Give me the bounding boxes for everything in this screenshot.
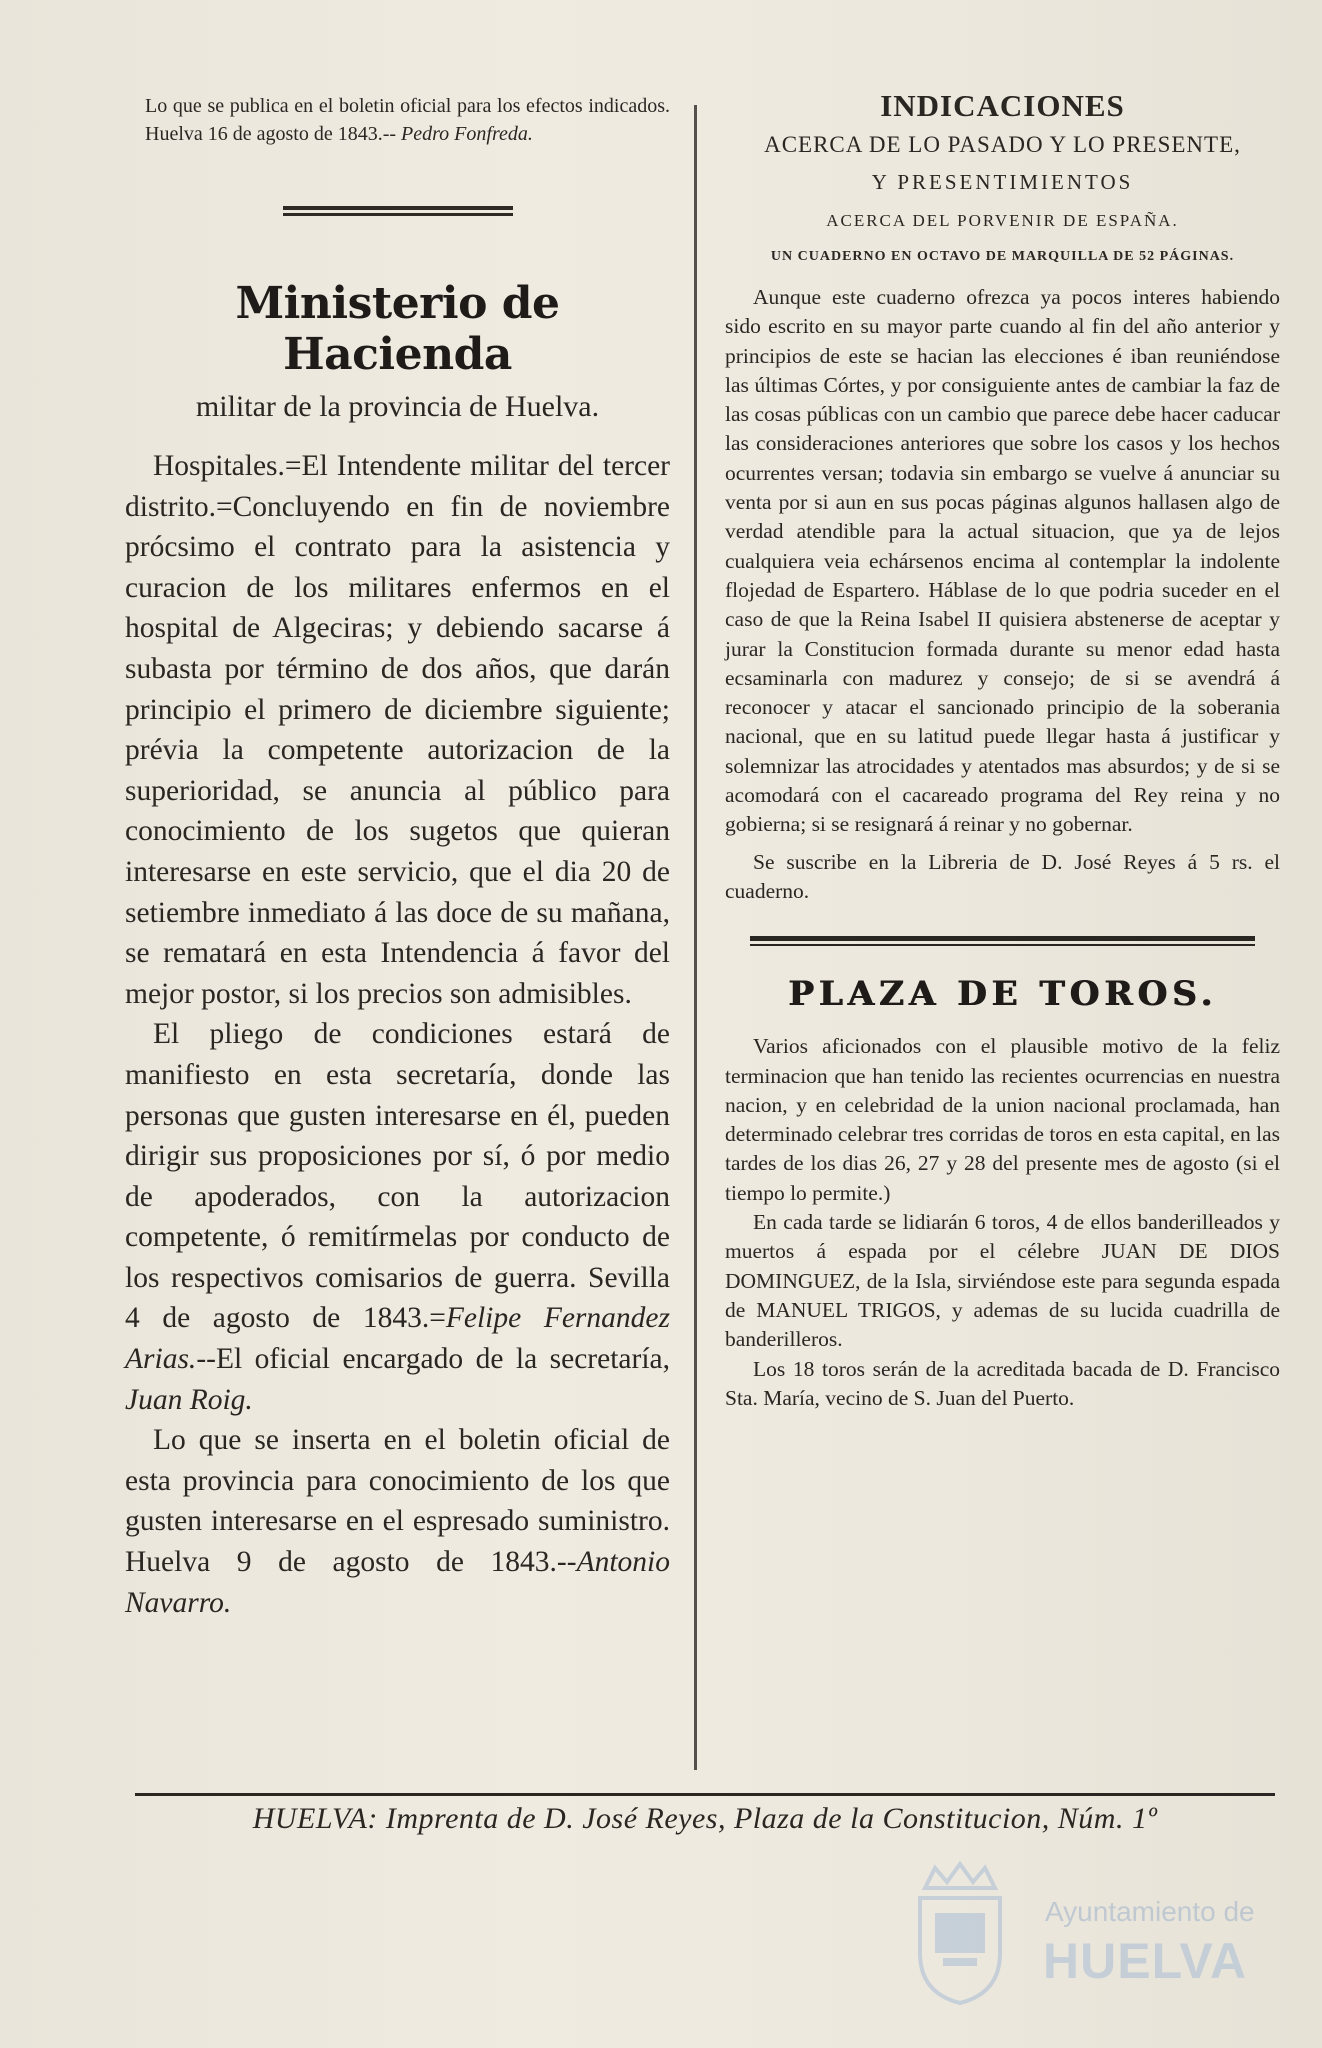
pliego-signature-2: Juan Roig. xyxy=(125,1383,253,1416)
ayuntamiento-watermark xyxy=(905,1858,1255,2018)
pliego-mid-text: --El oficial encargado de la secretaría, xyxy=(196,1343,670,1376)
pliego-paragraph xyxy=(125,1014,670,1420)
plaza-paragraph-1: Varios aficionados con el plausible motivo de la feliz terminacion que han tenido las recientes ocurrencias en nuestra nacion, y en celebridad de la union nacional proclamada, han determinado celebrar tres corridas de toros en esta capital, en las tardes de los dias 26, 27 y 28 del presente mes de agosto (si el tiempo lo permite.) xyxy=(725,1034,1280,1205)
pliego-text: El pliego de condiciones estará de manifiesto en esta secretaría, donde las personas que gusten interesarse en él, pueden dirigir sus proposiciones por sí, ó por medio de apoderados, con la autorizacion competente, ó remitírmelas por conducto de los respectivos comisarios de guerra. Sevilla 4 de agosto de 1843.= xyxy=(125,1018,670,1335)
watermark-line-1: Ayuntamiento de xyxy=(1045,1896,1255,1927)
section-divider xyxy=(750,936,1255,946)
plaza-paragraph-2: En cada tarde se lidiarán 6 toros, 4 de ellos banderilleados y muertos á espada por el célebre JUAN DE DIOS DOMINGUEZ, de la Isla, sirviéndose este para segunda espada de MANUEL TRIGOS, y ademas de su lucida cuadrilla de banderilleros. xyxy=(725,1210,1280,1352)
inserta-text: Lo que se inserta en el boletin oficial de esta provincia para conocimiento de los que gusten interesarse en el espresado suministro. Huelva 9 de agosto de 1843.-- xyxy=(125,1424,670,1579)
column-divider xyxy=(694,105,697,1770)
indicaciones-subtitle-2: Y PRESENTIMIENTOS xyxy=(871,170,1134,194)
indicaciones-title: INDICACIONES xyxy=(880,88,1125,123)
plaza-heading: PLAZA DE TOROS. xyxy=(787,974,1218,1015)
hospitales-paragraph: Hospitales.=El Intendente militar del tercer distrito.=Concluyendo en fin de noviembre prócsimo el contrato para la asistencia y curacion de los militares enfermos en el hospital de Algeciras; y debiendo sacarse á subasta por término de dos años, que darán principio el primero de diciembre siguiente; prévia la competente autorizacion de la superioridad, se anuncia al público para conocimiento de los sugetos que quieran interesarse en este servicio, que el dia 20 de setiembre inmediato á las doce de su mañana, se rematará en esta Intendencia á favor del mejor postor, si los precios son admisibles. xyxy=(125,450,670,1010)
crest-icon xyxy=(905,1858,1015,2008)
right-column xyxy=(725,88,1280,1413)
footer-rule xyxy=(135,1793,1275,1796)
plaza-paragraph-3: Los 18 toros serán de la acreditada bacada de D. Francisco Sta. María, vecino de S. Juan del Puerto. xyxy=(725,1356,1280,1410)
top-notice xyxy=(145,92,670,148)
ministerio-heading: Ministerio de Hacienda xyxy=(235,278,560,380)
indicaciones-subtitle-4: UN CUADERNO EN OCTAVO DE MARQUILLA DE 52 PÁGINAS. xyxy=(770,249,1235,264)
subscribe-paragraph: Se suscribe en la Libreria de D. José Reyes á 5 rs. el cuaderno. xyxy=(725,849,1280,903)
section-divider xyxy=(283,206,513,216)
top-notice-text: Lo que se publica en el boletin oficial para los efectos indicados. Huelva 16 de agosto de 1843.-- xyxy=(145,95,670,145)
indicaciones-subtitle-3: ACERCA DEL PORVENIR DE ESPAÑA. xyxy=(826,211,1179,230)
watermark-line-2: HUELVA xyxy=(1043,1933,1248,1989)
left-column xyxy=(125,92,670,1623)
ministerio-subheading: militar de la provincia de Huelva. xyxy=(195,390,600,423)
indicaciones-body xyxy=(725,283,1280,906)
indicaciones-paragraph: Aunque este cuaderno ofrezca ya pocos interes habiendo sido escrito en su mayor parte cuando al fin del año anterior y principios de este se hacian las elecciones é iban reuniéndose las últimas Córtes, y por consiguiente antes de cambiar la faz de las cosas públicas con un cambio que parece debe hacer caducar las consideraciones anteriores que sobre los casos y los hechos ocurrentes versan; todavia sin embargo se vuelve á anunciar su venta por si aun en sus pocas páginas algunos hallasen algo de verdad atendible para la actual situacion, que ya de lejos cualquiera veia echársenos encima al contemplar la indolente flojedad de Espartero. Háblase de lo que podria suceder en el caso de que la Reina Isabel II quisiera abstenerse de aceptar y jurar la Constitucion formada durante su menor edad hasta ecsaminarla con madurez y consejo; de si se avendrá á reconocer y atacar el sancionado principio de la soberania nacional, que en su latitud puede llegar hasta á justificar y solemnizar las atrocidades y atentados mas absurdos; y de si se acomodará con el cacareado programa del Rey reina y no gobierna; si se resignará á reinar y no gobernar. xyxy=(725,285,1280,837)
imprint-footer: HUELVA: Imprenta de D. José Reyes, Plaza de la Constitucion, Núm. 1º xyxy=(252,1802,1158,1835)
pliego-signature-1: Felipe Fernandez Arias. xyxy=(125,1302,670,1376)
indicaciones-subtitle-1: ACERCA DE LO PASADO Y LO PRESENTE, xyxy=(764,132,1241,157)
inserta-signature: Antonio Navarro. xyxy=(125,1546,670,1619)
inserta-paragraph xyxy=(125,1420,670,1623)
top-notice-signature: Pedro Fonfreda. xyxy=(401,123,533,145)
ministerio-body xyxy=(125,446,670,1623)
plaza-body xyxy=(725,1032,1280,1413)
